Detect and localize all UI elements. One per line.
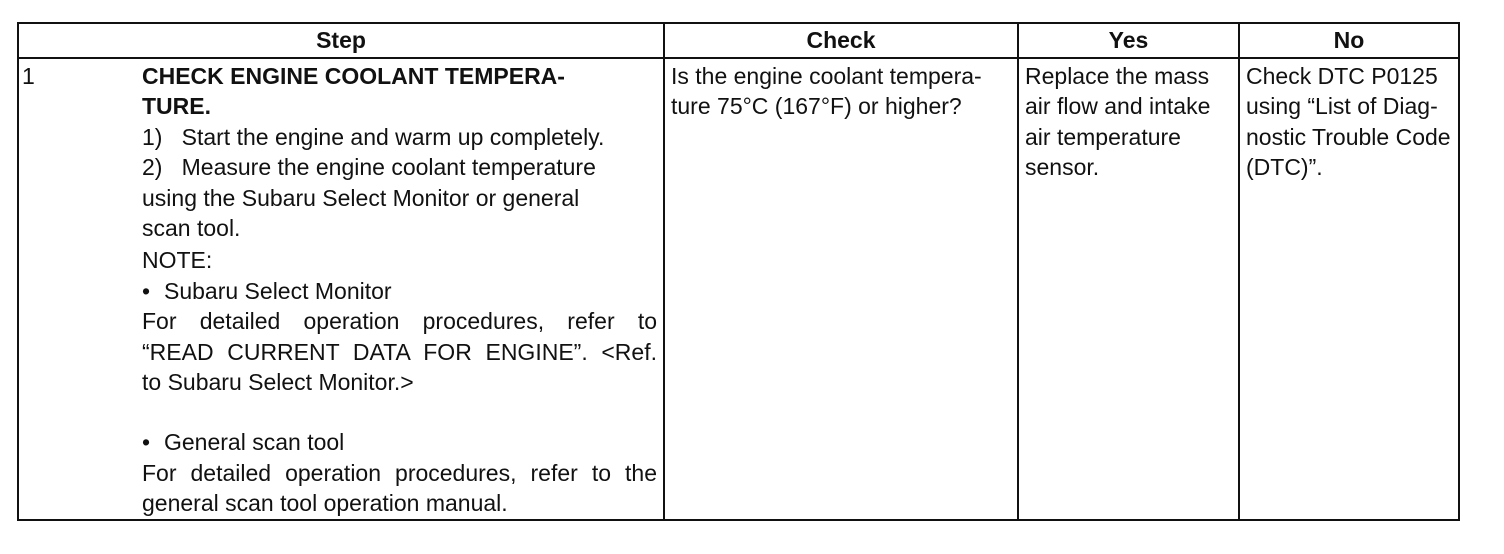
bullet-dot-icon: • (142, 277, 151, 304)
no-text-line: using “List of Diag- (1246, 93, 1438, 120)
step-title-line: CHECK ENGINE COOLANT TEMPERA- (142, 63, 565, 89)
table-header-row (18, 23, 1459, 58)
bullet-dot-icon: • (142, 429, 151, 456)
note-bullet (142, 427, 657, 457)
header-step: Step (18, 23, 664, 58)
check-text-line: Is the engine coolant tempera- (671, 63, 982, 89)
header-check: Check (664, 23, 1018, 58)
check-text-line: ture 75°C (167°F) or higher? (671, 93, 962, 120)
step-instruction-2: 2) Measure the engine coolant temperature (142, 154, 596, 181)
spacer (142, 397, 657, 427)
step-instructions (142, 61, 657, 519)
note-label: NOTE: (142, 247, 213, 274)
no-text-line: nostic Trouble Code (1246, 123, 1451, 150)
header-no: No (1239, 23, 1459, 58)
note-text-line: “READ CURRENT DATA FOR ENGINE”. <Ref. (142, 338, 657, 365)
bullet-label: Subaru Select Monitor (164, 277, 392, 304)
step-instruction-2-cont: scan tool. (142, 215, 241, 242)
note-bullet (142, 276, 657, 306)
note-text-line: For detailed operation procedures, refer to (142, 308, 657, 335)
bullet-label: General scan tool (164, 429, 345, 456)
no-text-line: (DTC)”. (1246, 154, 1323, 181)
no-text-line: Check DTC P0125 (1246, 63, 1438, 89)
note-text-line: to Subaru Select Monitor.> (142, 369, 414, 396)
yes-text-line: sensor. (1025, 154, 1100, 181)
header-yes: Yes (1018, 23, 1239, 58)
note-text-line: general scan tool operation manual. (142, 490, 508, 517)
yes-text-line: Replace the mass (1025, 63, 1210, 89)
step-number: 1 (22, 63, 35, 89)
note-text-line: For detailed operation procedures, refer to the (142, 459, 657, 486)
yes-text-line: air temperature (1025, 123, 1181, 150)
step-title-line: TURE. (142, 93, 211, 120)
no-cell (1239, 58, 1459, 520)
yes-cell (1018, 58, 1239, 520)
check-cell (664, 58, 1018, 520)
yes-text-line: air flow and intake (1025, 93, 1211, 120)
step-instruction-1: 1) Start the engine and warm up completely. (142, 123, 605, 150)
step-instruction-2-cont: using the Subaru Select Monitor or general (142, 184, 580, 211)
